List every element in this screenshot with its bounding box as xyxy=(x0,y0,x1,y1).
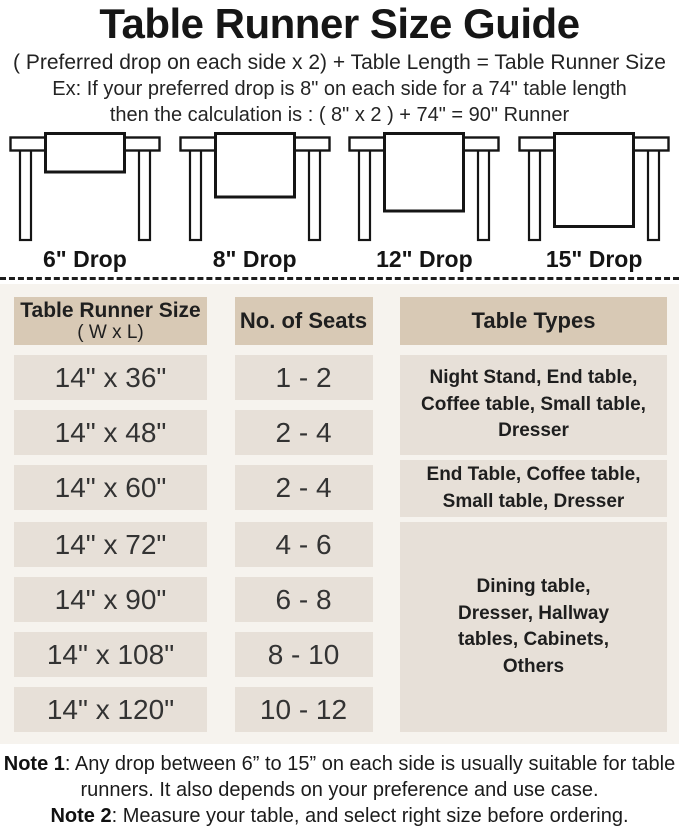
drop-label: 15" Drop xyxy=(545,245,643,272)
column-header-seats xyxy=(235,297,373,345)
seats-cell-row1: 1 - 2 xyxy=(235,355,373,400)
table-types-group-small: Night Stand, End table, Coffee table, Small table, Dresser xyxy=(400,355,667,455)
drop-label: 12" Drop xyxy=(376,245,473,272)
size-cell-row7: 14" x 120" xyxy=(14,687,207,732)
seats-cell-row4: 4 - 6 xyxy=(235,522,373,567)
note-1-text: : Any drop between 6” to 15” on each side is usually suitable for table runners. It also depends on your preference and use case. xyxy=(64,753,676,801)
drop-label: 6" Drop xyxy=(43,245,127,272)
drop-illustration-8 xyxy=(170,132,340,277)
seats-cell-row2: 2 - 4 xyxy=(235,410,373,455)
size-cell-row1: 14" x 36" xyxy=(14,355,207,400)
header-block xyxy=(0,0,679,129)
size-cell-row5: 14" x 90" xyxy=(14,577,207,622)
seats-cell-row3: 2 - 4 xyxy=(235,465,373,510)
note-2-label: Note 2 xyxy=(50,804,112,826)
drop-illustration-6 xyxy=(0,132,170,277)
page-title: Table Runner Size Guide xyxy=(99,0,580,47)
seats-cell-row6: 8 - 10 xyxy=(235,632,373,677)
size-guide-table xyxy=(14,297,667,732)
column-header-size-title: Table Runner Size xyxy=(20,298,201,322)
seats-cell-row5: 6 - 8 xyxy=(235,577,373,622)
size-cell-row4: 14" x 72" xyxy=(14,522,207,567)
column-header-types xyxy=(400,297,667,345)
size-guide-section xyxy=(0,284,679,744)
note-2-text: : Measure your table, and select right size before ordering. xyxy=(111,804,629,826)
table-runner-diagram-8-icon xyxy=(170,132,340,244)
column-header-size xyxy=(14,297,207,345)
size-cell-row2: 14" x 48" xyxy=(14,410,207,455)
drop-illustrations-row xyxy=(0,132,679,277)
column-header-types-label: Table Types xyxy=(471,308,596,334)
dashed-divider xyxy=(0,277,679,280)
seats-cell-row7: 10 - 12 xyxy=(235,687,373,732)
table-runner-diagram-6-icon xyxy=(0,132,170,244)
column-header-size-subtitle: ( W x L) xyxy=(77,321,144,343)
table-types-group-large: Dining table, Dresser, Hallway tables, Cabinets, Others xyxy=(400,522,667,732)
example-line-2: then the calculation is : ( 8" x 2 ) + 74" = 90" Runner xyxy=(109,104,570,127)
note-1 xyxy=(4,753,676,801)
drop-label: 8" Drop xyxy=(212,245,297,272)
note-1-label: Note 1 xyxy=(3,753,65,776)
column-header-seats-label: No. of Seats xyxy=(239,308,368,334)
drop-illustration-12 xyxy=(340,132,510,277)
table-runner-diagram-15-icon xyxy=(509,132,679,244)
drop-illustration-15 xyxy=(509,132,679,277)
table-types-group-medium: End Table, Coffee table, Small table, Dresser xyxy=(400,460,667,517)
size-cell-row3: 14" x 60" xyxy=(14,465,207,510)
size-cell-row6: 14" x 108" xyxy=(14,632,207,677)
formula-text: ( Preferred drop on each side x 2) + Table Length = Table Runner Size xyxy=(13,51,666,75)
note-2 xyxy=(50,805,628,826)
example-line-1: Ex: If your preferred drop is 8" on each side for a 74" table length xyxy=(52,77,627,100)
table-runner-diagram-12-icon xyxy=(339,132,509,244)
notes-block xyxy=(0,752,679,826)
